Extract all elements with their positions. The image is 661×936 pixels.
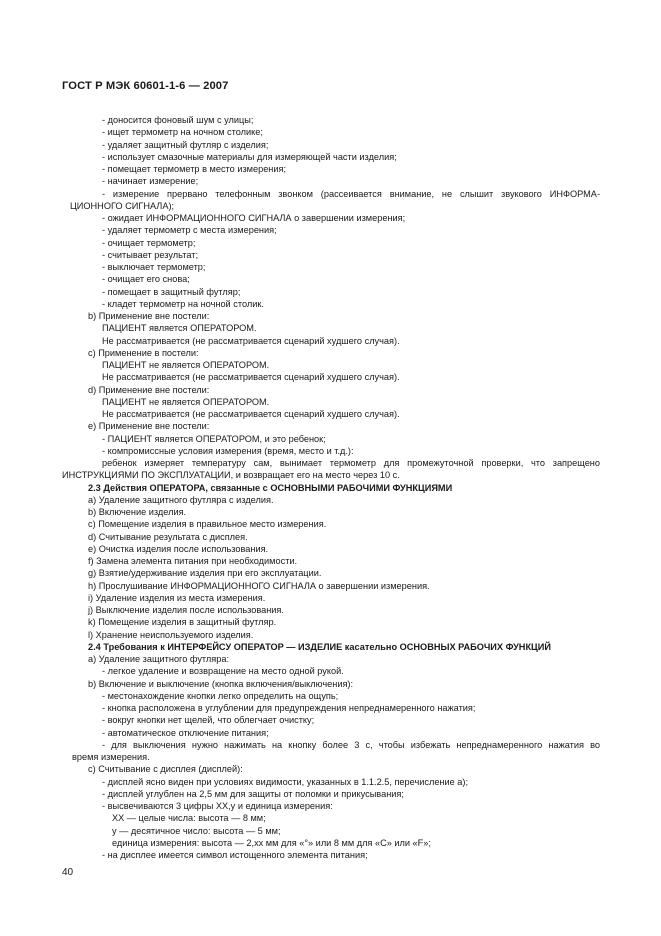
list-item: d) Считывание результата с дисплея. xyxy=(88,531,248,542)
text-line: - на дисплее имеется символ истощенного элемента питания; xyxy=(102,850,368,860)
document-header: ГОСТ Р МЭК 60601-1-6 — 2007 xyxy=(62,80,229,92)
text-line: время измерения. xyxy=(72,752,150,762)
list-item-label: b) Включение и выключение (кнопка включения/выключения): xyxy=(88,678,354,689)
text-line: Не рассматривается (не рассматривается сценарий худшего случая). xyxy=(102,335,400,346)
text-line: Не рассматривается (не рассматривается сценарий худшего случая). xyxy=(102,372,400,383)
list-item: g) Взятие/удерживание изделия при его эксплуатации. xyxy=(88,568,322,579)
text-line: y — десятичное число: высота — 5 мм; xyxy=(112,825,281,836)
text-line: - дисплей ясно виден при условиях видимости, указанных в 1.1.2.5, перечисление a); xyxy=(102,776,469,787)
list-item-label: a) Удаление защитного футляра: xyxy=(88,654,230,664)
text-line: ПАЦИЕНТ является ОПЕРАТОРОМ. xyxy=(102,323,257,334)
list-item: j) Выключение изделия после использования. xyxy=(88,605,284,615)
list-item: l) Хранение неиспользуемого изделия. xyxy=(88,629,254,640)
text-line: ИНСТРУКЦИЯМИ ПО ЭКСПЛУАТАЦИИ, и возвращает его на место через 10 с. xyxy=(62,470,400,481)
page-number: 40 xyxy=(62,867,74,878)
text-line: ребенок измеряет температуру сам, вынимает термометр для промежуточной проверки, что запрещено xyxy=(102,458,600,468)
text-line: - кнопка расположена в углублении для предупреждения непреднамеренного нажатия; xyxy=(102,703,476,713)
text-line: - очищает термометр; xyxy=(102,237,196,248)
text-line: - ожидает ИНФОРМАЦИОННОГО СИГНАЛА о завершении измерения; xyxy=(102,213,406,223)
list-item-label: e) Применение вне постели: xyxy=(88,421,210,432)
text-line: - ищет термометр на ночном столике; xyxy=(102,127,263,138)
text-line: - удаляет защитный футляр с изделия; xyxy=(102,139,269,150)
text-line: - очищает его снова; xyxy=(102,274,190,285)
text-line: ПАЦИЕНТ не является ОПЕРАТОРОМ. xyxy=(102,360,270,370)
list-item-label: c) Считывание с дисплея (дисплей): xyxy=(88,764,243,775)
text-line: - автоматическое отключение питания; xyxy=(102,727,269,738)
text-line: - компромиссные условия измерения (время, место и т.д.): xyxy=(102,445,354,456)
text-line: - удаляет термометр с места измерения; xyxy=(102,225,277,236)
text-line: - выключает термометр; xyxy=(102,262,206,272)
list-item-label: c) Применение в постели: xyxy=(88,347,199,358)
list-item: e) Очистка изделия после использования. xyxy=(88,543,269,554)
text-line: - ПАЦИЕНТ является ОПЕРАТОРОМ, и это ребенок; xyxy=(102,433,326,444)
list-item-label: b) Применение вне постели: xyxy=(88,311,210,321)
text-line: - легкое удаление и возвращение на место одной рукой. xyxy=(102,666,344,677)
text-line: - измерение прервано телефонным звонком (рассеивается внимание, не слышит звукового ИНФОРМА- xyxy=(102,188,600,199)
text-line: ПАЦИЕНТ не является ОПЕРАТОРОМ. xyxy=(102,396,270,407)
list-item-label: d) Применение вне постели: xyxy=(88,384,210,395)
text-line: ЦИОННОГО СИГНАЛА); xyxy=(70,200,175,211)
text-line: - помещает в защитный футляр; xyxy=(102,286,241,297)
text-line: - использует смазочные материалы для измеряющей части изделия; xyxy=(102,151,397,162)
document-body xyxy=(62,114,600,861)
text-line: - помещает термометр в место измерения; xyxy=(102,164,287,174)
text-line: - кладет термометр на ночной столик. xyxy=(102,298,264,309)
section-heading: 2.3 Действия ОПЕРАТОРА, связанные с ОСНОВНЫМИ РАБОЧИМИ ФУНКЦИЯМИ xyxy=(88,482,453,493)
text-line: - доносится фоновый шум с улицы; xyxy=(102,115,254,125)
list-item: i) Удаление изделия из места измерения. xyxy=(88,592,266,603)
text-line: - вокруг кнопки нет щелей, что облегчает очистку; xyxy=(102,715,315,726)
text-line: - высвечиваются 3 цифры XX,у и единица измерения: xyxy=(102,801,333,811)
list-item: f) Замена элемента питания при необходимости. xyxy=(88,556,298,566)
text-line: - местонахождение кнопки легко определить на ощупь; xyxy=(102,690,339,701)
list-item: c) Помещение изделия в правильное место измерения. xyxy=(88,519,327,530)
text-line: - начинает измерение; xyxy=(102,176,199,187)
list-item: b) Включение изделия. xyxy=(88,507,187,517)
text-line: единица измерения: высота — 2,xx мм для «°» или 8 мм для «С» или «F»; xyxy=(112,837,431,848)
text-line: XX — целые числа: высота — 8 мм; xyxy=(112,813,266,824)
list-item: h) Прослушивание ИНФОРМАЦИОННОГО СИГНАЛА о завершении измерения. xyxy=(88,580,430,591)
text-line: - дисплей углублен на 2,5 мм для защиты от поломки и прикусывания; xyxy=(102,788,404,799)
section-heading: 2.4 Требования к ИНТЕРФЕЙСУ ОПЕРАТОР — ИЗДЕЛИЕ касательно ОСНОВНЫХ РАБОЧИХ ФУНКЦИЙ xyxy=(88,641,551,652)
text-line: - для выключения нужно нажимать на кнопку более 3 с, чтобы избежать непреднамеренного нажатия во xyxy=(102,739,600,750)
list-item: a) Удаление защитного футляра с изделия. xyxy=(88,494,274,505)
text-line: - считывает результат; xyxy=(102,249,199,260)
text-line: Не рассматривается (не рассматривается сценарий худшего случая). xyxy=(102,409,400,419)
list-item: k) Помещение изделия в защитный футляр. xyxy=(88,617,277,628)
